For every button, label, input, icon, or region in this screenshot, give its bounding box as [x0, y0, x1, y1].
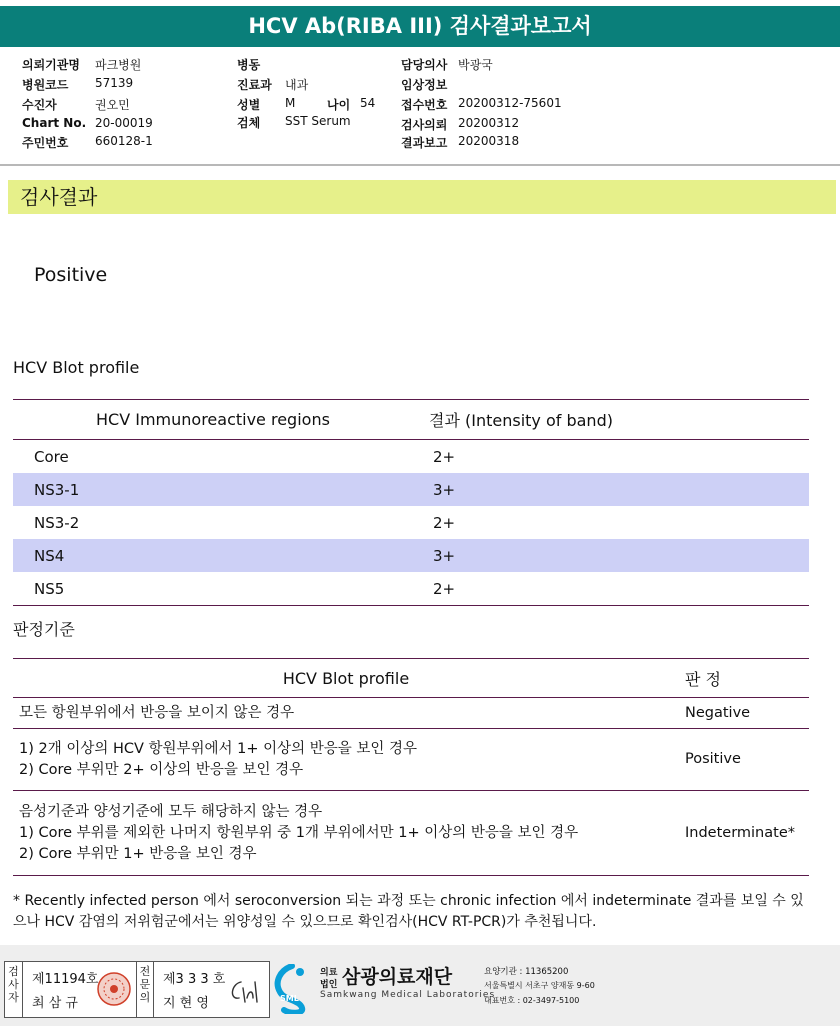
profile-table	[13, 399, 809, 606]
criteria-line: 2) Core 부위만 2+ 이상의 반응을 보인 경우	[19, 761, 304, 778]
table-row	[13, 506, 809, 539]
table-row	[13, 473, 809, 506]
info-label-age: 나이	[327, 98, 351, 112]
signature-box	[4, 961, 270, 1018]
criteria-cell	[13, 729, 679, 791]
criteria-line: 1) 2개 이상의 HCV 항원부위에서 1+ 이상의 반응을 보인 경우	[19, 740, 418, 757]
info-label-receipt-no: 접수번호	[401, 98, 448, 112]
profile-region: NS5	[13, 572, 428, 606]
info-value-hospital-code: 57139	[95, 76, 134, 90]
profile-result: 2+	[428, 572, 809, 606]
seal-icon	[95, 970, 133, 1008]
profile-result: 2+	[433, 513, 456, 532]
profile-region: NS3-2	[34, 513, 80, 532]
info-value-patient: 권오민	[95, 98, 130, 112]
criteria-table	[13, 658, 809, 876]
profile-header-row	[13, 400, 809, 440]
profile-result: 2+	[433, 447, 456, 466]
result-value: Positive	[34, 264, 108, 286]
org-name: 삼광의료재단	[342, 966, 453, 988]
profile-header-result: 결과 (Intensity of band)	[428, 400, 809, 440]
footnote: * Recently infected person 에서 seroconversion 되는 과정 또는 chronic infection 에서 indeterminate 결과를 보일 수 있으나 HCV 감염의 저위험군에서는 위양성일 수 있으므로 확인검사(HCV RT-PCR)가 추천됩니다.	[13, 893, 804, 930]
profile-title: HCV Blot profile	[13, 358, 140, 377]
info-value-receipt-no: 20200312-75601	[458, 96, 562, 110]
org-code: 요양기관 : 11365200	[484, 967, 569, 977]
examiner-name: 최 삼 규	[32, 996, 78, 1011]
sml-logo-text: SML	[280, 994, 299, 1003]
info-value-doctor: 박광국	[458, 58, 493, 72]
criteria-judgement: Indeterminate*	[679, 791, 809, 876]
info-label-department: 진료과	[237, 78, 272, 92]
info-label-hospital-code: 병원코드	[22, 78, 69, 92]
patient-info	[0, 56, 840, 162]
criteria-cell	[13, 698, 679, 729]
info-label-ward: 병동	[237, 58, 261, 72]
sml-branding	[270, 962, 830, 1017]
table-row	[13, 791, 809, 876]
info-value-request-date: 20200312	[458, 116, 520, 130]
info-label-hospital: 의뢰기관명	[22, 58, 80, 72]
profile-result: 3+	[428, 473, 809, 506]
profile-result: 3+	[428, 539, 809, 572]
criteria-header-profile: HCV Blot profile	[13, 659, 679, 698]
info-value-age: 54	[360, 96, 376, 110]
profile-region: Core	[34, 447, 69, 466]
info-label-sex: 성별	[237, 98, 261, 112]
criteria-line: 모든 항원부위에서 반응을 보이지 않은 경우	[19, 704, 295, 721]
org-prefix1: 의료	[320, 968, 338, 978]
info-label-patient: 수진자	[22, 98, 57, 112]
table-row	[13, 440, 809, 474]
report-title: HCV Ab(RIBA III) 검사결과보고서	[0, 6, 840, 47]
profile-region: NS3-1	[13, 473, 428, 506]
result-section-title: 검사결과	[8, 180, 836, 214]
table-row	[13, 539, 809, 572]
org-english: Samkwang Medical Laboratories	[320, 990, 496, 1000]
info-label-specimen: 검체	[237, 116, 261, 130]
table-row	[13, 572, 809, 606]
specialist-license: 제3 3 3 호	[163, 972, 226, 987]
signature-icon	[227, 976, 263, 1006]
info-value-report-date: 20200318	[458, 134, 520, 148]
sml-logo-icon	[270, 964, 314, 1014]
info-label-report-date: 결과보고	[401, 136, 448, 150]
criteria-header-row	[13, 659, 809, 698]
criteria-line: 2) Core 부위만 1+ 반응을 보인 경우	[19, 845, 257, 862]
specialist-name: 지 현 영	[163, 996, 209, 1011]
info-value-department: 내과	[285, 78, 309, 92]
info-value-hospital: 파크병원	[95, 58, 142, 72]
info-label-resident-no: 주민번호	[22, 136, 69, 150]
criteria-line: 1) Core 부위를 제외한 나머지 항원부위 중 1개 부위에서만 1+ 이상의 반응을 보인 경우	[19, 824, 579, 841]
info-label-clinical-info: 임상정보	[401, 78, 448, 92]
criteria-judgement: Negative	[679, 698, 809, 729]
info-label-doctor: 담당의사	[401, 58, 448, 72]
profile-header-regions: HCV Immunoreactive regions	[13, 400, 428, 440]
specialist-label: 전문의	[136, 962, 154, 1017]
criteria-line: 음성기준과 양성기준에 모두 해당하지 않는 경우	[19, 803, 323, 820]
info-label-request-date: 검사의뢰	[401, 118, 448, 132]
info-value-specimen: SST Serum	[285, 114, 351, 128]
table-row	[13, 729, 809, 791]
criteria-title: 판정기준	[13, 620, 75, 639]
info-label-chart-no: Chart No.	[22, 116, 87, 130]
profile-region: NS4	[13, 539, 428, 572]
criteria-header-judgement: 판 정	[679, 659, 809, 698]
table-row	[13, 698, 809, 729]
examiner-license: 제11194호	[32, 972, 99, 987]
examiner-label: 검사자	[5, 962, 23, 1017]
info-value-sex: M	[285, 96, 296, 110]
info-value-resident-no: 660128-1	[95, 134, 153, 148]
info-value-chart-no: 20-00019	[95, 116, 153, 130]
org-address: 서울특별시 서초구 양재동 9-60	[484, 981, 595, 990]
criteria-judgement: Positive	[679, 729, 809, 791]
org-phone: 대표번호 : 02-3497-5100	[484, 996, 580, 1005]
divider	[0, 164, 840, 166]
org-prefix2: 법인	[320, 980, 338, 990]
criteria-cell	[13, 791, 679, 876]
